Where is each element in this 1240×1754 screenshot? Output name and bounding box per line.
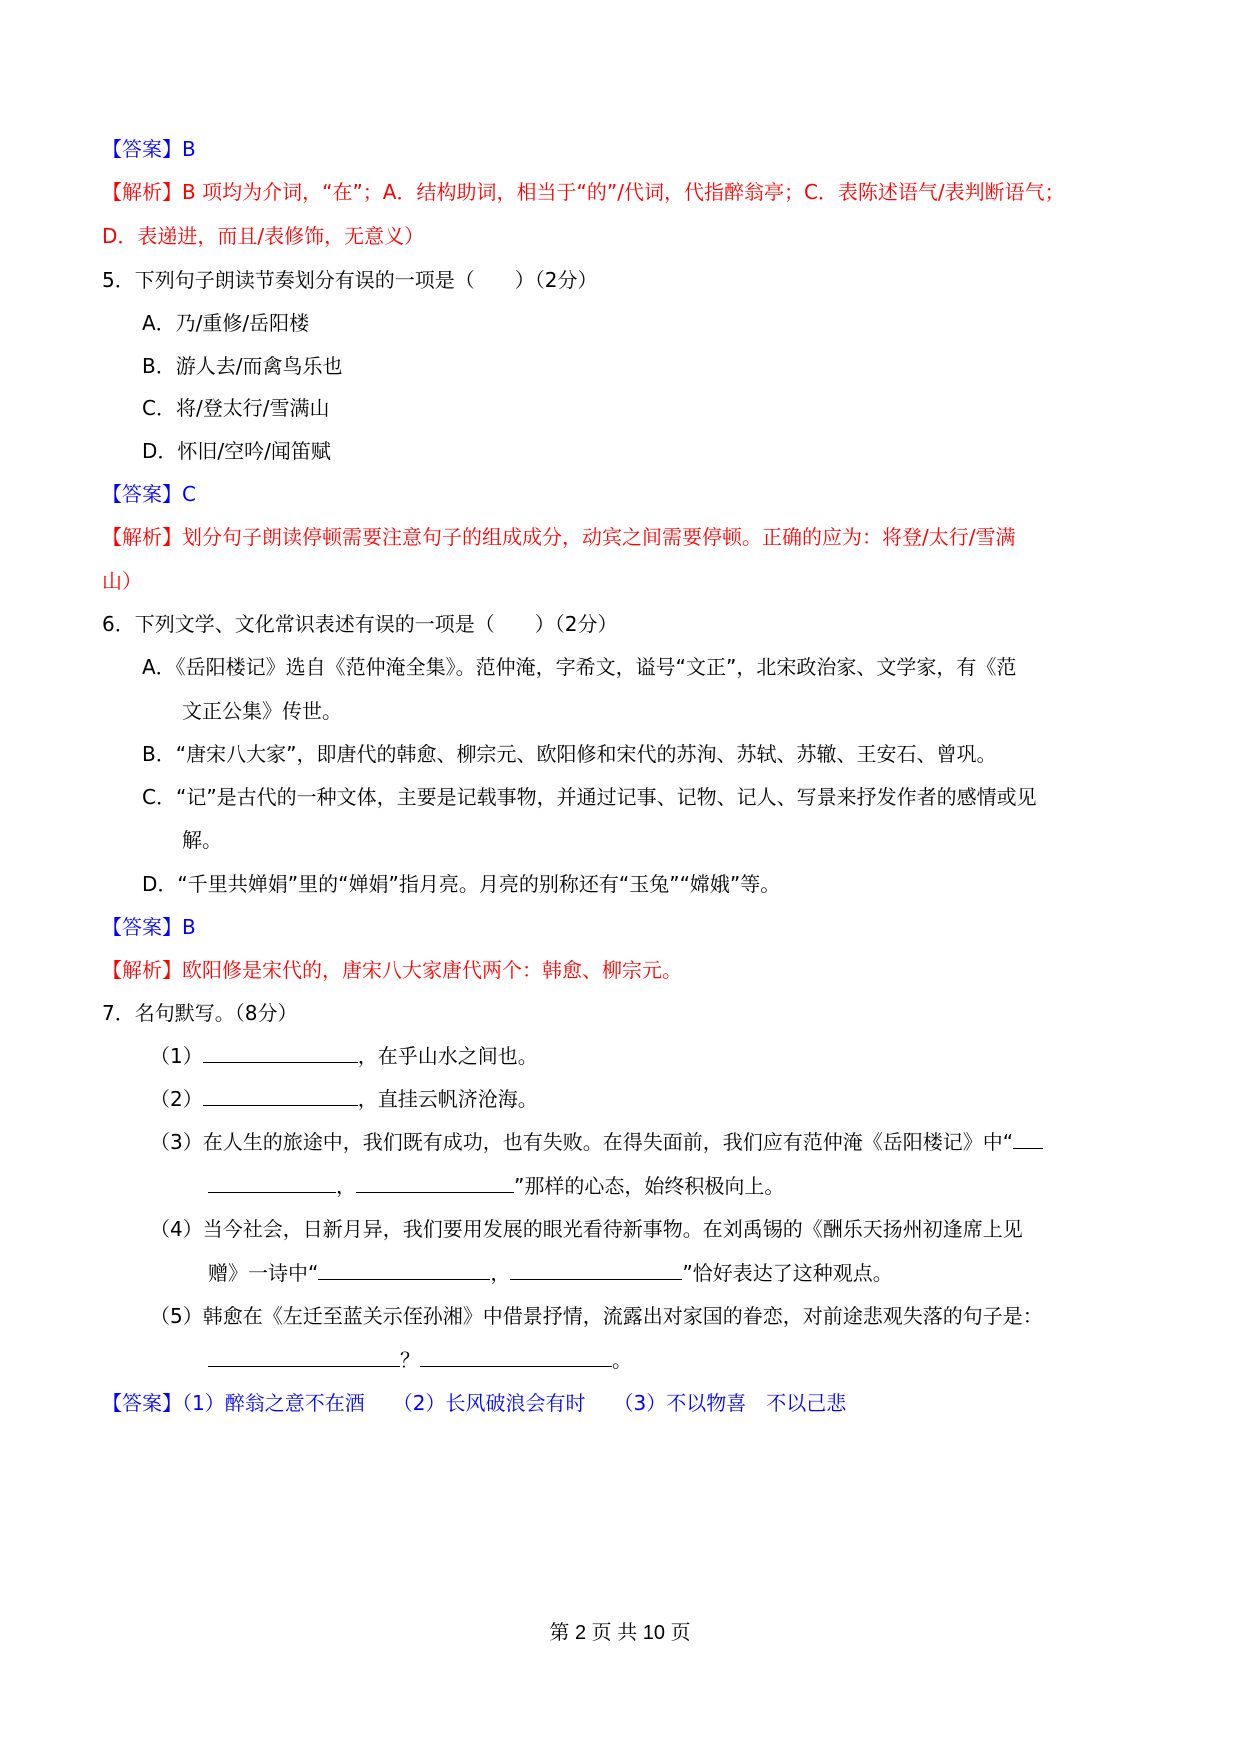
q6-option-a-line1: A．《岳阳楼记》选自《范仲淹全集》。范仲淹，字希文，谥号“文正”，北宋政治家、文学家，有《范 (142, 655, 1017, 679)
q7-item4-line1 (150, 1215, 1023, 1243)
answer-label: 【答案】 (102, 137, 182, 161)
answer-part-1: （1）醉翁之意不在酒 (182, 1391, 365, 1415)
item-text: 韩愈在《左迁至蓝关示侄孙湘》中借景抒情，流露出对家国的眷恋，对前途悲观失落的句子是： (202, 1304, 1043, 1328)
q5-option-a: A．乃/重修/岳阳楼 (142, 311, 310, 335)
item-text: ，直挂云帆济沧海。 (357, 1087, 538, 1111)
q7-answer (102, 1389, 846, 1417)
analysis-text: 划分句子朗读停顿需要注意句子的组成成分，动宾之间需要停顿。正确的应为：将登/太行/雪满 (182, 525, 1016, 549)
q7-stem: 7．名句默写。（8分） (102, 1001, 298, 1025)
q6-option-a-line2: 文正公集》传世。 (182, 699, 342, 723)
q4-answer (102, 135, 196, 163)
fill-blank[interactable] (203, 1042, 358, 1063)
analysis-label: 【解析】 (102, 958, 182, 982)
q4-analysis-line1 (102, 178, 1065, 206)
q7-item2 (150, 1085, 538, 1113)
item-number: （1） (150, 1044, 203, 1068)
answer-part-2: （2）长风破浪会有时 (392, 1391, 586, 1415)
q7-item5-line2 (208, 1346, 632, 1374)
q6-option-c-line2: 解。 (182, 828, 222, 852)
q5-stem: 5．下列句子朗读节奏划分有误的一项是（ ）（2分） (102, 268, 598, 292)
q6-stem: 6．下列文学、文化常识表述有误的一项是（ ）（2分） (102, 612, 618, 636)
q7-item4-line2 (208, 1259, 893, 1287)
item-text: ”恰好表达了这种观点。 (682, 1261, 893, 1285)
q6-option-c-line1: C．“记”是古代的一种文体，主要是记载事物，并通过记事、记物、记人、写景来抒发作者的感情或见 (142, 785, 1037, 809)
answer-part-3: （3）不以物喜 不以己悲 (613, 1391, 847, 1415)
analysis-label: 【解析】 (102, 180, 182, 204)
item-text: ，在乎山水之间也。 (357, 1044, 538, 1068)
q7-item1 (150, 1042, 538, 1070)
q5-answer (102, 480, 196, 508)
fill-blank[interactable] (208, 1172, 336, 1193)
fill-blank[interactable] (1013, 1128, 1043, 1149)
fill-blank[interactable] (420, 1346, 612, 1367)
fill-blank[interactable] (356, 1172, 514, 1193)
item-text: 当今社会，日新月异，我们要用发展的眼光看待新事物。在刘禹锡的《酬乐天扬州初逢席上见 (202, 1217, 1023, 1241)
answer-value: C (182, 482, 196, 506)
separator: ， (336, 1174, 356, 1198)
q7-item3-line1 (150, 1128, 1043, 1156)
item-number: （2） (150, 1087, 203, 1111)
item-number: （3） (150, 1130, 203, 1154)
separator: ？ (400, 1348, 420, 1372)
answer-label: 【答案】 (102, 482, 182, 506)
q5-option-c: C．将/登太行/雪满山 (142, 396, 330, 420)
item-text: 。 (612, 1348, 632, 1372)
answer-value: B (182, 137, 196, 161)
q6-option-b: B．“唐宋八大家”，即唐代的韩愈、柳宗元、欧阳修和宋代的苏洵、苏轼、苏辙、王安石、曾巩。 (142, 742, 997, 766)
item-number: （4） (150, 1217, 203, 1241)
separator: ， (490, 1261, 511, 1285)
analysis-label: 【解析】 (102, 525, 182, 549)
q6-option-d: D．“千里共婵娟”里的“婵娟”指月亮。月亮的别称还有“玉兔”“嫦娥”等。 (142, 872, 781, 896)
answer-label: 【答案】 (102, 915, 182, 939)
item-text: ”那样的心态，始终积极向上。 (514, 1174, 785, 1198)
analysis-text: 欧阳修是宋代的，唐宋八大家唐代两个：韩愈、柳宗元。 (182, 958, 682, 982)
q5-option-b: B．游人去/而禽鸟乐也 (142, 354, 343, 378)
page-number-footer: 第 2 页 共 10 页 (549, 1622, 691, 1644)
q5-option-d: D．怀旧/空吟/闻笛赋 (142, 439, 331, 463)
analysis-text: B 项均为介词，“在”；A．结构助词，相当于“的”/代词，代指醉翁亭；C．表陈述语气/表判断语气； (182, 180, 1065, 204)
q7-item5-line1 (150, 1302, 1043, 1330)
item-text: 在人生的旅途中，我们既有成功，也有失败。在得失面前，我们应有范仲淹《岳阳楼记》中“ (202, 1130, 1014, 1154)
fill-blank[interactable] (318, 1259, 490, 1280)
item-number: （5） (150, 1304, 203, 1328)
q7-item3-line2 (208, 1172, 784, 1200)
q5-analysis-line2: 山） (102, 569, 142, 593)
answer-value: B (182, 915, 196, 939)
fill-blank[interactable] (510, 1259, 682, 1280)
q4-analysis-line2: D．表递进，而且/表修饰，无意义） (102, 224, 425, 248)
q5-analysis-line1 (102, 523, 1015, 551)
fill-blank[interactable] (208, 1346, 400, 1367)
q6-answer (102, 913, 196, 941)
answer-label: 【答案】 (102, 1391, 182, 1415)
fill-blank[interactable] (203, 1085, 358, 1106)
item-text: 赠》一诗中“ (208, 1261, 319, 1285)
q6-analysis (102, 956, 682, 984)
